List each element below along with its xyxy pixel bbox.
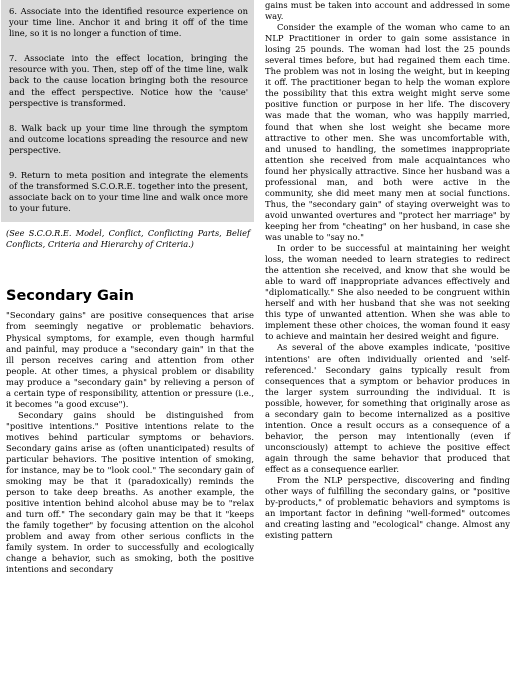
paragraph: Consider the example of the woman who came to an NLP Practitioner in order to gain some assistance in losing 25 pounds. The woman had lost the 25 pounds several times before, but had regained them each time. The problem was not in losing the weight, but in keeping it off. The practitioner began to help the woman explore the possibility that this extra weight might serve some positive function or purpose in her life. The discovery was made that the woman, who was happily married, found that when she lost weight she became more attractive to other men. She was uncomfortable with, and unused to handling, the sometimes inappropriate attention she received from male acquaintances who found her physically attractive. Since her husband was a professional man, and both were active in the community, she did meet many men at social functions. Thus, the "secondary gain" of staying overweight was to avoid unwanted overtures and "protect her marriage" by keeping her from "cheating" on her husband, in case she was unable to "say no." (265, 22, 510, 242)
procedure-step: 8. Walk back up your time line through the symptom and outcome locations spreading the resource and new perspective. (9, 122, 248, 155)
paragraph: Secondary gains should be distinguished from "positive intentions." Positive intentions relate to the motives behind particular symptoms or behaviors. Secondary gains arise as (often unanticipated) results of particular behaviors. The positive intention of smoking, for instance, may be to "look cool." The secondary gain of smoking may be that it (paradoxically) reminds the person to take deep breaths. As another example, the positive intention behind alcohol abuse may be to "relax and turn off." The secondary gain may be that it "keeps the family together" by focusing attention on the alcohol problem and away from other serious conflicts in the family system. In order to successfully and ecologically change a behavior, such as smoking, both the positive intentions and secondary (6, 409, 254, 575)
paragraph: In order to be successful at maintaining her weight loss, the woman needed to learn strategies to redirect the attention she received, and know that she would be able to ward off inappropriate advances effectively and "diplomatically." She also needed to be congruent within herself and with her husband that she was not seeking this type of unwanted attention. When she was able to implement these other choices, the woman found it easy to achieve and maintain her desired weight and figure. (265, 243, 510, 342)
paragraph: As several of the above examples indicate, 'positive intentions' are often individually oriented and 'self-referenced.' Secondary gains typically result from consequences that a symptom or behavior produces in the larger system surrounding the individual. It is possible, however, for something that originally arose as a secondary gain to become internalized as a positive intention. Once a result occurs as a consequence of a behavior, the person may intentionally (even if unconsciously) attempt to achieve the positive effect again through the same behavior that produced that effect as a consequence earlier. (265, 342, 510, 474)
paragraph: From the NLP perspective, discovering and finding other ways of fulfilling the secondary gains, or "positive by-products," of problematic behaviors and symptoms is an important factor in defining "well-formed" outcomes and creating lasting and "ecological" change. Almost any existing pattern (265, 475, 510, 541)
procedure-step: 7. Associate into the effect location, bringing the resource with you. Then, step off of the time line, walk back to the cause location bringing both the resource and the effect perspective. Notice how the 'cause' perspective is transformed. (9, 53, 248, 108)
procedure-step: 6. Associate into the identified resource experience on your time line. Anchor it and bring it off of the time line, so it is no longer a function of time. (9, 6, 248, 39)
paragraph: "Secondary gains" are positive consequences that arise from seemingly negative or problematic behaviors. Physical symptoms, for example, even though harmful and painful, may produce a "secondary gain" in that the ill person receives caring and attention from other people. At other times, a physical problem or disability may produce a "secondary gain" by relieving a person of a certain type of responsibility, attention or pressure (i.e., it becomes "a good excuse"). (6, 310, 254, 409)
procedure-step: 9. Return to meta position and integrate the elements of the transformed S.C.O.R.E. together into the present, associate back on to your time line and walk once more to your future. (9, 170, 248, 214)
section-heading: Secondary Gain (6, 288, 134, 305)
see-also-caption: (See S.C.O.R.E. Model, Conflict, Conflicting Parts, Belief Conflicts, Criteria and Hierarchy of Criteria.) (6, 228, 250, 250)
paragraph: gains must be taken into account and addressed in some way. (265, 0, 510, 22)
left-body-text (0, 310, 254, 575)
left-column (0, 0, 254, 576)
procedure-box (1, 0, 254, 222)
right-column (265, 0, 510, 541)
right-body-text (265, 0, 510, 541)
